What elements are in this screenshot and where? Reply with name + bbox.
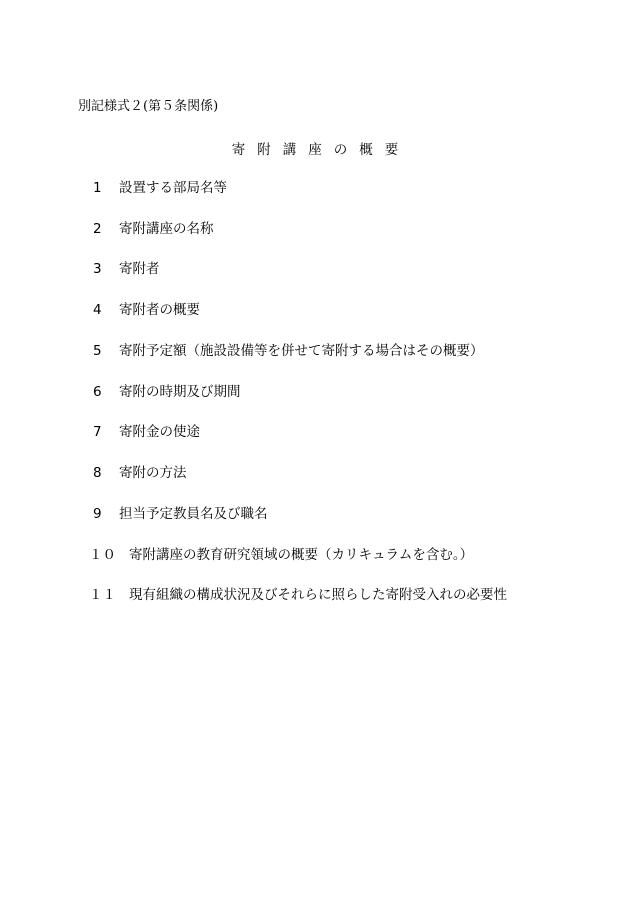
item-number: 3 bbox=[93, 261, 102, 277]
list-item-7 bbox=[93, 423, 200, 441]
item-text: 寄附講座の教育研究領域の概要（カリキュラムを含む。） bbox=[129, 547, 474, 563]
item-text: 寄附予定額（施設設備等を併せて寄附する場合はその概要） bbox=[119, 343, 484, 359]
item-text: 寄附の時期及び期間 bbox=[119, 384, 241, 400]
item-number: 7 bbox=[93, 424, 102, 440]
item-text: 設置する部局名等 bbox=[119, 180, 227, 196]
item-text: 寄附講座の名称 bbox=[119, 221, 214, 237]
item-number: １１ bbox=[89, 587, 116, 603]
item-text: 寄附者 bbox=[119, 261, 160, 277]
list-item-8 bbox=[93, 464, 187, 482]
list-item-5 bbox=[93, 342, 484, 360]
document-title: 寄附講座の概要 bbox=[231, 142, 411, 158]
list-item-10 bbox=[89, 546, 473, 564]
item-number: 8 bbox=[93, 465, 102, 481]
item-number: 6 bbox=[93, 384, 102, 400]
list-item-2 bbox=[93, 220, 214, 238]
item-number: 2 bbox=[93, 221, 102, 237]
item-number: 1 bbox=[93, 180, 102, 196]
form-reference: 別記様式２(第５条関係) bbox=[78, 99, 219, 114]
list-item-4 bbox=[93, 301, 200, 319]
list-item-11 bbox=[89, 586, 507, 604]
item-text: 担当予定教員名及び職名 bbox=[119, 506, 268, 522]
item-number: １０ bbox=[89, 547, 116, 563]
item-number: 5 bbox=[93, 343, 102, 359]
list-item-6 bbox=[93, 383, 241, 401]
list-item-1 bbox=[93, 179, 227, 197]
item-number: 9 bbox=[93, 506, 102, 522]
list-item-9 bbox=[93, 505, 268, 523]
item-text: 寄附者の概要 bbox=[119, 302, 200, 318]
item-text: 寄附金の使途 bbox=[119, 424, 200, 440]
item-text: 寄附の方法 bbox=[119, 465, 187, 481]
item-text: 現有組織の構成状況及びそれらに照らした寄附受入れの必要性 bbox=[129, 587, 507, 603]
item-number: 4 bbox=[93, 302, 102, 318]
list-item-3 bbox=[93, 260, 160, 278]
